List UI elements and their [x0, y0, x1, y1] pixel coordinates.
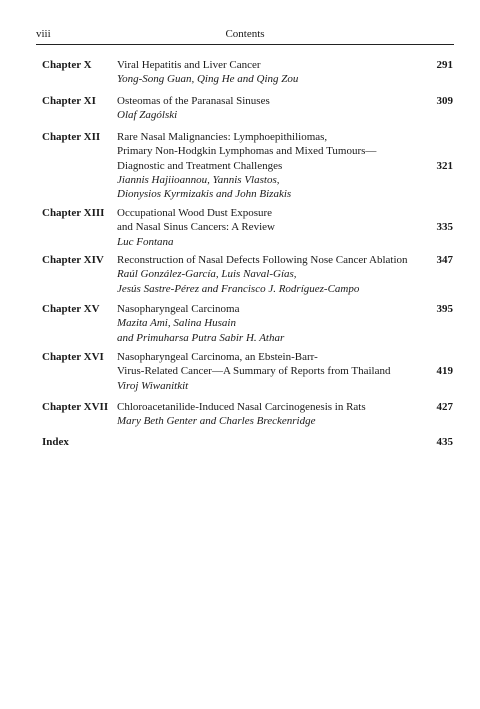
- chapter-authors-line: Viroj Wiwanitkit: [117, 379, 189, 392]
- chapter-title-line: Osteomas of the Paranasal Sinuses: [117, 95, 270, 107]
- page-number: viii: [36, 28, 51, 40]
- page-reference: 309: [436, 95, 453, 107]
- chapter-authors-line: Raúl González-García, Luis Naval-Gías,: [117, 268, 297, 281]
- chapter-body: [117, 350, 417, 393]
- chapter-label: Chapter X: [42, 59, 92, 71]
- chapter-body: [117, 253, 417, 296]
- chapter-label: Chapter XVI: [42, 351, 104, 363]
- chapter-authors-line: Jesús Sastre-Pérez and Francisco J. Rodríguez-Campo: [117, 282, 360, 295]
- page-reference: 427: [436, 401, 453, 413]
- chapter-title-line: Diagnostic and Treatment Challenges: [117, 159, 283, 172]
- chapter-label: Index: [42, 436, 69, 448]
- page-reference: 291: [436, 59, 453, 71]
- chapter-title-line: Occupational Wood Dust Exposure: [117, 207, 273, 219]
- chapter-body: [117, 206, 417, 249]
- chapter-label: Chapter XII: [42, 131, 101, 143]
- chapter-title-line: Chloroacetanilide-Induced Nasal Carcinogenesis in Rats: [117, 401, 366, 413]
- chapter-body: [117, 130, 417, 201]
- chapter-label: Chapter XI: [42, 95, 96, 107]
- chapter-label: Chapter XVII: [42, 401, 109, 413]
- chapter-body: [117, 302, 417, 345]
- chapter-title-line: Primary Non-Hodgkin Lymphomas and Mixed Tumours—: [117, 145, 377, 158]
- chapter-title-line: Reconstruction of Nasal Defects Following Nose Cancer Ablation: [117, 254, 408, 266]
- chapter-title-line: Viral Hepatitis and Liver Cancer: [117, 59, 261, 71]
- page-reference: 419: [436, 365, 453, 378]
- page-title: Contents: [225, 28, 265, 40]
- chapter-body: [117, 58, 417, 87]
- chapter-title-line: Nasopharyngeal Carcinoma, an Ebstein-Barr-: [117, 351, 318, 363]
- chapter-title-line: and Nasal Sinus Cancers: A Review: [117, 221, 275, 234]
- page-header: [36, 28, 454, 45]
- page-reference: 435: [436, 436, 453, 448]
- page-reference: 347: [436, 254, 453, 266]
- chapter-authors-line: Yong-Song Guan, Qing He and Qing Zou: [117, 73, 299, 86]
- chapter-authors-line: Luc Fontana: [117, 235, 174, 248]
- chapter-authors-line: Dionysios Kyrmizakis and John Bizakis: [117, 188, 292, 201]
- chapter-authors-line: and Primuharsa Putra Sabir H. Athar: [117, 331, 285, 344]
- chapter-authors-line: Mazita Ami, Salina Husain: [117, 317, 236, 330]
- page-reference: 321: [436, 159, 453, 172]
- chapter-title-line: Rare Nasal Malignancies: Lymphoepithiliomas,: [117, 131, 328, 143]
- page-reference: 395: [436, 303, 453, 315]
- chapter-label: Chapter XV: [42, 303, 100, 315]
- chapter-label: Chapter XIV: [42, 254, 104, 266]
- chapter-authors-line: Mary Beth Genter and Charles Breckenridge: [117, 415, 316, 428]
- chapter-label: Chapter XIII: [42, 207, 105, 219]
- page-reference: 335: [436, 221, 453, 234]
- chapter-body: [117, 94, 417, 123]
- chapter-authors-line: Olaf Zagólski: [117, 109, 178, 122]
- chapter-title-line: Virus-Related Cancer—A Summary of Reports from Thailand: [117, 365, 391, 378]
- chapter-authors-line: Jiannis Hajiioannou, Yannis Vlastos,: [117, 173, 280, 186]
- chapter-title-line: Nasopharyngeal Carcinoma: [117, 303, 240, 315]
- chapter-body: [117, 400, 417, 429]
